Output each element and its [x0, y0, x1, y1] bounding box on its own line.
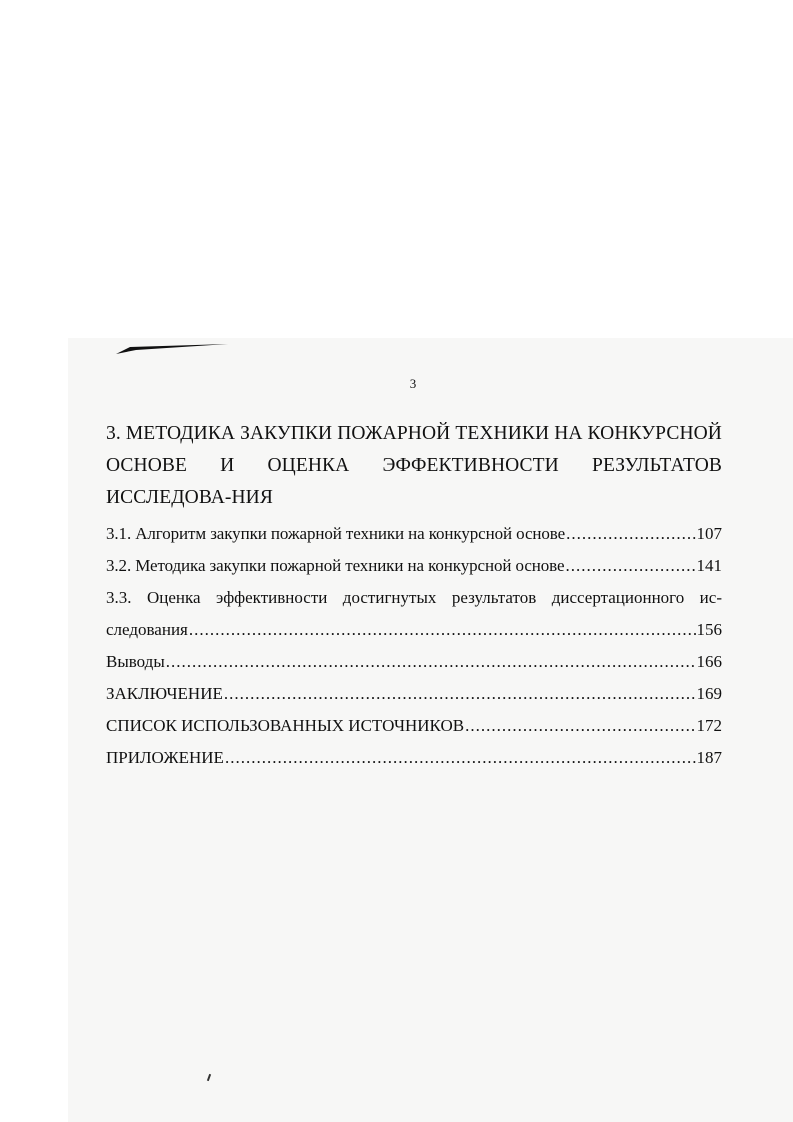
- toc-entry-page: 107: [696, 524, 722, 543]
- leader-dots: [189, 614, 696, 646]
- toc-entry-label: ПРИЛОЖЕНИЕ: [106, 748, 224, 767]
- toc-entry-3-2[interactable]: [106, 550, 722, 582]
- leader-dots: [166, 646, 696, 678]
- toc-entry-page: 166: [696, 652, 722, 671]
- toc-entry-3-1[interactable]: [106, 518, 722, 550]
- toc-entry-label: СПИСОК ИСПОЛЬЗОВАННЫХ ИСТОЧНИКОВ: [106, 716, 465, 735]
- toc-entry-label-first-line: 3.3. Оценка эффективности достигнутых результатов диссертационного ис-: [106, 588, 722, 607]
- toc-entry-conclusions[interactable]: [106, 646, 722, 678]
- toc-entry-label-continued: следования: [106, 620, 188, 639]
- toc-entry-label: 3.1. Алгоритм закупки пожарной техники на конкурсной основе: [106, 524, 566, 543]
- toc-entry-3-3[interactable]: [106, 582, 722, 646]
- leader-dots: [566, 518, 695, 550]
- table-of-contents: [106, 418, 722, 774]
- toc-entry-references[interactable]: [106, 710, 722, 742]
- toc-entry-page: 187: [696, 748, 722, 767]
- toc-entry-label: Выводы: [106, 652, 165, 671]
- leader-dots: [465, 710, 695, 742]
- leader-dots: [225, 742, 696, 774]
- scan-artifact-stroke: [116, 344, 228, 356]
- toc-entry-page: 156: [696, 620, 722, 639]
- page-number: 3: [409, 376, 417, 391]
- toc-entry-page: 169: [696, 684, 722, 703]
- toc-entry-page: 141: [696, 556, 722, 575]
- chapter-3-heading: 3. МЕТОДИКА ЗАКУПКИ ПОЖАРНОЙ ТЕХНИКИ НА КОНКУРСНОЙ ОСНОВЕ И ОЦЕНКА ЭФФЕКТИВНОСТИ РЕЗУЛЬТАТОВ ИССЛЕДОВА-НИЯ: [106, 423, 722, 508]
- leader-dots: [224, 678, 696, 710]
- toc-entry-zaklyuchenie[interactable]: [106, 678, 722, 710]
- scan-blank-margin: [0, 0, 793, 338]
- toc-entry-appendix[interactable]: [106, 742, 722, 774]
- leader-dots: [565, 550, 695, 582]
- toc-entry-label: ЗАКЛЮЧЕНИЕ: [106, 684, 223, 703]
- toc-entry-label: 3.2. Методика закупки пожарной техники на конкурсной основе: [106, 556, 565, 575]
- toc-entry-page: 172: [696, 716, 722, 735]
